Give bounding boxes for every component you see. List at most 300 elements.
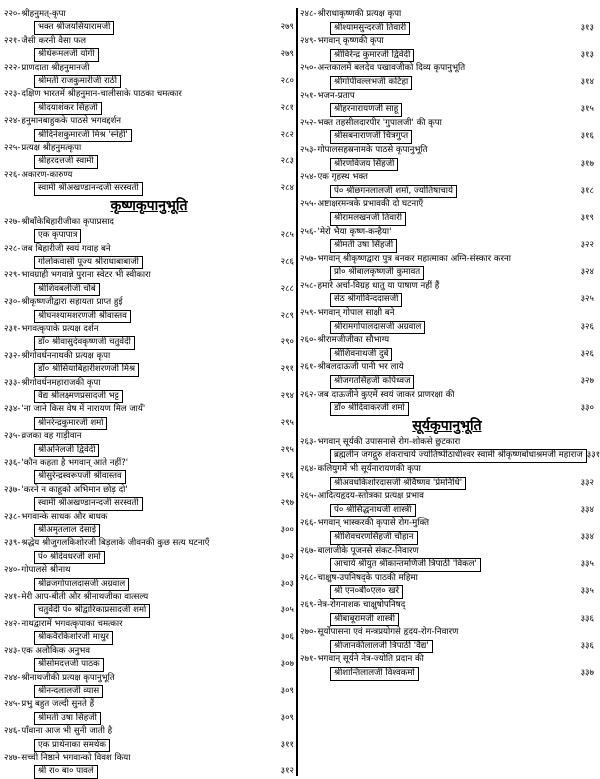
toc-entry <box>4 323 294 336</box>
entry-author-line <box>4 470 294 483</box>
entry-title: कलियुगमें भी सूर्यनारायणकी कृपा <box>317 464 421 474</box>
entry-title: सच्ची निष्ठाने भगवान्को विवश किया <box>21 752 131 763</box>
entry-page-number: ३०२ <box>280 551 294 562</box>
entry-page-number: ३०३ <box>280 578 294 589</box>
entry-number: २३०- <box>4 297 21 308</box>
entry-author: श्रीदयाशंकर सिंहजी <box>34 102 102 115</box>
entry-title: एक गृहस्थ भक्त <box>317 172 368 183</box>
toc-entry <box>4 269 294 282</box>
entry-author-line <box>4 336 294 349</box>
entry-author-line <box>4 685 294 698</box>
right-column <box>300 8 600 778</box>
entry-author: श्रीदिनेशकुमारजी मिश्र 'स्नेही' <box>34 129 132 142</box>
entry-page-number: ३२४ <box>580 267 594 278</box>
entry-number: २५७- <box>300 253 317 264</box>
toc-entry <box>4 672 294 685</box>
toc-entry <box>300 198 594 212</box>
entry-author: सेठ श्रीगोविन्ददासजी <box>330 293 402 307</box>
entry-author-line <box>4 765 294 778</box>
entry-author-line <box>4 578 294 591</box>
entry-number: २६६- <box>300 518 317 529</box>
entry-author-line <box>300 321 594 335</box>
entry-author: प्रो० श्रीबालकृष्णजी कुमावत <box>330 266 424 280</box>
entry-author: स्वामी श्रीअखण्डानन्दजी सरस्वती <box>34 497 143 510</box>
entry-page-number: ३१८ <box>580 185 594 196</box>
entry-number: २३४- <box>4 404 21 415</box>
entry-page-number: ३०६ <box>280 632 294 643</box>
entry-author: श्री रा० बा० पावले <box>34 765 98 778</box>
entry-author-line <box>4 310 294 323</box>
entry-title: भगवान् सूर्यने नेत्र-ज्योति प्रदान की <box>317 654 424 665</box>
entry-number: २३६- <box>4 458 21 468</box>
entry-author-line <box>300 558 594 572</box>
entry-number: २२२- <box>4 62 21 73</box>
entry-author: श्रीव्रजगोपालदासजी अग्रवाल <box>34 578 129 591</box>
entry-title: श्रीराधाकृष्णकी प्रत्यक्ष कृपा <box>317 9 402 19</box>
entry-title: जैसी करनी वैसा फल <box>21 35 87 46</box>
entry-number: २४९- <box>300 36 317 47</box>
toc-entry <box>300 436 594 450</box>
toc-entry <box>300 8 594 22</box>
toc-entry <box>4 35 294 48</box>
entry-author-line <box>4 444 294 457</box>
entry-page-number: २९७ <box>280 498 294 509</box>
entry-author: गोलोकवासी पूज्य श्रीराधाबाबाजी <box>34 256 143 269</box>
entry-author-line <box>300 667 594 681</box>
toc-entry <box>300 62 594 76</box>
entry-author: श्रीघनश्यामशरणजी श्रीवास्तव <box>34 310 131 323</box>
toc-entry <box>4 115 294 128</box>
entry-page-number: ३२६ <box>580 348 594 359</box>
entry-author-line <box>4 551 294 564</box>
entry-number: २५९- <box>300 308 317 319</box>
entry-page-number: २८४ <box>280 183 294 194</box>
entry-title: भगवान् कृष्णकी कृपा <box>317 36 384 47</box>
entry-title: हमारे अर्चा-विग्रह धातु या पाषाण नहीं हैं <box>317 280 440 291</box>
entry-title: नाथद्वारामें भगवत्कृपाका चमत्कार <box>21 618 123 629</box>
entry-number: २६१- <box>300 362 317 373</box>
entry-number: २४७- <box>4 752 21 763</box>
entry-page-number: ३०९ <box>280 685 294 696</box>
entry-number: २३७- <box>4 484 21 495</box>
toc-entry <box>300 490 594 504</box>
entry-title: श्रीहनुमत्-कृपा <box>21 9 66 19</box>
entry-title: सूर्योपासना एवं मन्त्रप्रयोगसे हृदय-रोग-निवारण <box>317 627 459 638</box>
entry-author: श्रीरामलखनजी तिवारी <box>330 212 406 226</box>
entry-author-line <box>4 739 294 752</box>
entry-page-number: २९६ <box>280 471 294 482</box>
entry-author: श्रीमती उषा सिंहजी <box>330 239 397 253</box>
entry-number: २३१- <box>4 323 21 334</box>
entry-author-line <box>4 604 294 617</box>
toc-entry <box>300 307 594 321</box>
entry-author-line <box>300 531 594 545</box>
left-column <box>4 8 294 778</box>
entry-author: श्रीरामगोपालदासजी अग्रवाल <box>330 321 425 335</box>
entry-title: गोपालसहस्रनामके पाठसे कृपानुभूति <box>317 144 428 155</box>
entry-author-line <box>300 477 594 491</box>
toc-entry <box>4 88 294 101</box>
entry-page-number: ३०७ <box>280 659 294 670</box>
entry-author: डॉ० श्रीदिवाकरजी शर्मा <box>330 402 409 416</box>
entry-author-line <box>300 212 594 226</box>
entry-number: २५५- <box>300 199 317 210</box>
entry-number: २२८- <box>4 243 21 254</box>
entry-number: २६०- <box>300 335 317 346</box>
entry-author: श्रीमती राजकुमारीजी राठी <box>34 75 121 88</box>
left-top-list <box>4 8 294 196</box>
left-bottom-list <box>4 216 294 779</box>
entry-author-line <box>4 658 294 671</box>
entry-title: अष्टाक्षरमन्त्रके प्रभावकी दो घटनाएँ <box>317 199 424 210</box>
entry-page-number: ३०५ <box>280 605 294 616</box>
entry-page-number: २८६ <box>280 256 294 267</box>
entry-author: श्रीबाबूरामजी शास्त्री <box>330 613 399 627</box>
entry-title: 'ना जाने किस वेष में नारायण मिल जायँ' <box>21 404 146 415</box>
entry-number: २४०- <box>4 565 21 576</box>
entry-page-number: ३३६ <box>580 613 594 624</box>
entry-number: २६९- <box>300 599 317 610</box>
entry-page-number: २८५ <box>280 230 294 241</box>
entry-author-line <box>300 185 594 199</box>
entry-page-number: ३३१ <box>586 450 600 461</box>
toc-entry <box>4 511 294 524</box>
entry-number: २२४- <box>4 116 21 127</box>
entry-page-number: ३१४ <box>580 76 594 87</box>
entry-author: श्रीश्यामसुन्दरजी तिवारी <box>330 22 410 36</box>
entry-author-line <box>300 22 594 36</box>
entry-author-line <box>300 76 594 90</box>
entry-author: पं० श्रीदेवधरजी शर्मा <box>34 551 105 564</box>
entry-author-line <box>300 402 594 416</box>
entry-author: श्रीसुरेन्द्रस्वरूपजी श्रीवास्तव <box>34 470 126 483</box>
entry-title: जब दाऊजीने कुएमें स्वयं जाकर प्राणरक्षा की <box>317 389 455 400</box>
toc-entry <box>300 144 594 158</box>
entry-author: श्रीसबनाराणजी चित्रगुप्त <box>330 130 412 144</box>
entry-page-number: २९० <box>280 337 294 348</box>
toc-entry <box>4 142 294 155</box>
entry-number: २२७- <box>4 216 21 227</box>
toc-entry <box>300 226 594 240</box>
entry-page-number: ३१९ <box>580 212 594 223</box>
entry-number: २४१- <box>4 592 21 603</box>
entry-author: श्रीरणविजय सिंहजी <box>330 158 398 172</box>
entry-title: श्रीबाँकेबिहारीजीका कृपाप्रसाद <box>21 216 114 227</box>
entry-author: आचार्य श्रीयुत श्रीकान्तमणिजी त्रिपाठी 'विकल' <box>330 558 481 572</box>
entry-title: भगवत्कृपाके प्रत्यक्ष दर्शन <box>21 323 99 334</box>
toc-entry <box>300 361 594 375</box>
entry-author: श्रीविरेन्द्र कुमारजी द्विवेदी <box>330 49 414 63</box>
entry-author: एक कृपापात्र <box>34 229 81 242</box>
entry-author-line <box>4 631 294 644</box>
entry-title: श्रीबलदाऊजी पानी भर लाये <box>317 362 404 373</box>
entry-number: २५१- <box>300 90 317 101</box>
entry-number: २५८- <box>300 280 317 291</box>
entry-author-line <box>300 640 594 654</box>
entry-page-number: २९१ <box>280 364 294 375</box>
entry-author-line <box>300 613 594 627</box>
entry-author-line <box>4 21 294 34</box>
entry-author: चतुर्वेदी पं० श्रीद्वारिकाप्रसादजी शर्मा <box>34 604 150 617</box>
entry-author: श्रीजानकीलालजी त्रिपाठी 'वैद्य' <box>330 640 433 654</box>
entry-number: २५६- <box>300 226 317 237</box>
entry-title: प्रभु बहुत जल्दी सुनते हैं <box>21 699 95 710</box>
entry-page-number: ३०९ <box>280 712 294 723</box>
entry-number: २५४- <box>300 172 317 183</box>
entry-author-line <box>4 256 294 269</box>
toc-entry <box>4 537 294 550</box>
entry-author-line <box>300 266 594 280</box>
entry-author-line <box>4 524 294 537</box>
entry-author: श्रीहरदत्तजी स्वामी <box>34 155 98 168</box>
entry-number: २३२- <box>4 350 21 361</box>
entry-author: श्रीनरेन्द्रकुमारजी शर्मा <box>34 417 107 430</box>
entry-title: 'कौन कहता है भगवान् आते नहीं?' <box>21 458 129 468</box>
entry-author: भक्त श्रीजयसियारामजी <box>34 21 114 34</box>
entry-number: २७१- <box>300 654 317 665</box>
toc-entry <box>4 403 294 416</box>
entry-title: बालाजीके पूजनसे संकट-निवारण <box>317 545 419 556</box>
toc-entry <box>4 169 294 182</box>
entry-page-number: ३३२ <box>580 477 594 488</box>
toc-entry <box>4 243 294 256</box>
entry-title: अकारण-कारुण्य <box>21 169 73 180</box>
entry-page-number: ३०० <box>280 525 294 536</box>
toc-entry <box>300 253 594 267</box>
section-heading-surya: सूर्यकृपानुभूति <box>412 417 482 434</box>
toc-entry <box>4 350 294 363</box>
toc-entry <box>300 545 594 559</box>
entry-title: आदित्यहृदय-स्तोत्रका प्रत्यक्ष प्रभाव <box>317 491 424 502</box>
entry-page-number: ३३७ <box>580 667 594 678</box>
entry-page-number: ३३४ <box>580 531 594 542</box>
entry-page-number: २८१ <box>280 102 294 113</box>
entry-number: २३५- <box>4 431 21 442</box>
entry-author-line <box>4 155 294 168</box>
toc-entry <box>300 572 594 586</box>
toc-entry <box>300 599 594 613</box>
entry-title: भावग्राही भगवान्ने पुराना स्वेटर भी स्वीकारा <box>21 270 151 281</box>
entry-title: 'करने न काहूको अभिमान छोड़ दो' <box>21 484 128 495</box>
column-divider <box>296 8 298 776</box>
toc-entry <box>300 280 594 294</box>
entry-number: २३३- <box>4 377 21 388</box>
entry-author-line <box>300 130 594 144</box>
entry-page-number: ३२७ <box>580 376 594 387</box>
entry-title: श्रीनाथजीकी प्रत्यक्ष कृपानुभूति <box>21 672 115 683</box>
entry-page-number: ३२६ <box>580 321 594 332</box>
entry-title: 'मेरो भैया कृष्ण-कन्हैया' <box>317 226 392 237</box>
entry-author-line <box>4 229 294 242</box>
entry-number: २४५- <box>4 699 21 710</box>
entry-page-number: २८२ <box>280 129 294 140</box>
toc-entry <box>300 463 594 477</box>
entry-title: पाँवाना आज भी सुनी जाती है <box>21 726 113 737</box>
toc-entry <box>4 618 294 631</box>
entry-number: २६५- <box>300 491 317 502</box>
entry-page-number: २८० <box>280 76 294 87</box>
toc-entry <box>4 725 294 738</box>
entry-author-line <box>300 449 600 463</box>
entry-author: श्रीअमृतलाल देसाई <box>34 524 100 537</box>
entry-author-line <box>4 283 294 296</box>
entry-author-line <box>4 497 294 510</box>
entry-title: श्रीकृष्णजीद्वारा सहायता प्राप्त हुई <box>21 297 123 308</box>
toc-entry <box>300 626 594 640</box>
entry-author-line <box>300 49 594 63</box>
entry-author: वैद्य श्रीलक्ष्मणप्रसादजी भट्ट <box>34 390 123 403</box>
entry-number: २२९- <box>4 270 21 281</box>
entry-author: स्वामी श्रीअखण्डानन्दजी सरस्वती <box>34 182 143 195</box>
entry-author: पं० श्रीछगनलालजी शर्मा, ज्योतिषाचार्य <box>330 185 457 199</box>
entry-title: दक्षिण भारतमें श्रीहनुमान-चालीसाके पाठका चमत्कार <box>21 89 182 100</box>
entry-page-number: ३३६ <box>580 640 594 651</box>
entry-author: श्रीधेरूमलजी योगी <box>34 48 99 61</box>
entry-page-number: २८८ <box>280 283 294 294</box>
toc-entry <box>4 430 294 443</box>
entry-title: श्रद्धेय श्रीजुगलकिशोरजी बिड़लाके जीवनकी कुछ सत्य घटनाएँ <box>21 538 210 549</box>
entry-title: मेरी आप-बीती और श्रीनाथजीका वात्सल्य <box>21 592 149 603</box>
entry-author: श्रीशान्तिलालजी विश्वकर्मा <box>330 667 419 681</box>
entry-page-number: ३३० <box>580 403 594 414</box>
entry-page-number: २९५ <box>280 417 294 428</box>
entry-author-line <box>300 103 594 117</box>
entry-title: जब बिहारीजी स्वयं गवाह बने <box>21 243 111 254</box>
toc-entry <box>300 90 594 104</box>
entry-title: भजन-प्रताप <box>317 90 355 101</box>
entry-number: २६४- <box>300 464 317 474</box>
toc-entry <box>300 35 594 49</box>
toc-entry <box>4 296 294 309</box>
entry-number: २६७- <box>300 545 317 556</box>
toc-entry <box>300 171 594 185</box>
toc-entry <box>300 334 594 348</box>
entry-number: २३८- <box>4 511 21 522</box>
entry-author: श्रीहरनारायणजी साहू <box>330 103 402 117</box>
entry-number: २७०- <box>300 627 317 638</box>
entry-title: व्रजका वह गाड़ीवान <box>21 431 82 442</box>
entry-title: श्रीगोवर्धननाथकी प्रत्यक्ष कृपा <box>21 350 111 361</box>
entry-author: श्रीशिवचरणसिंहजी चौहान <box>330 531 418 545</box>
entry-number: २४६- <box>4 726 21 737</box>
entry-page-number: ३२५ <box>580 294 594 305</box>
entry-page-number: ३१७ <box>580 158 594 169</box>
entry-page-number: २९४ <box>280 390 294 401</box>
entry-number: २५२- <box>300 117 317 128</box>
entry-number: २५३- <box>300 144 317 155</box>
toc-entry <box>4 564 294 577</box>
entry-title: श्रीगोवर्धनमहाराजकी कृपा <box>21 377 101 388</box>
entry-author: डॉ० श्रीसियाबिहारीशरणजी मिश्र <box>34 363 139 376</box>
entry-author-line <box>300 239 594 253</box>
toc-entry <box>4 752 294 765</box>
entry-author: श्रीमती उषा सिंहजी <box>34 712 101 725</box>
right-bottom-list <box>300 436 600 681</box>
toc-entry <box>4 645 294 658</box>
entry-author-line <box>300 348 594 362</box>
entry-author: ब्रह्मलीन जगद्गुरु शंकराचार्य ज्योतिष्पीठाधीश्वर स्वामी श्रीकृष्णबोधाश्रमजी महाराज <box>330 449 587 463</box>
entry-page-number: २९५ <box>280 444 294 455</box>
entry-title: नेत्र-रोगनाशक चाक्षुषोपनिषद् <box>317 599 406 610</box>
entry-page-number: ३११ <box>280 739 294 750</box>
entry-title: अन्तकालमें बलदेव पखावजीको दिव्य कृपानुभूति <box>317 63 466 74</box>
entry-number: २६२- <box>300 389 317 400</box>
entry-page-number: ३२२ <box>580 240 594 251</box>
entry-author-line <box>4 102 294 115</box>
entry-page-number: ३१३ <box>580 49 594 60</box>
entry-page-number: ३१६ <box>580 131 594 142</box>
entry-author: श्रीशिवबलीजी चौबे <box>34 283 100 296</box>
toc-entry <box>4 457 294 470</box>
entry-number: २४८- <box>300 9 317 19</box>
entry-number: २६८- <box>300 572 317 583</box>
entry-page-number: ३१५ <box>580 104 594 115</box>
toc-entry <box>4 484 294 497</box>
entry-number: २४४- <box>4 672 21 683</box>
entry-title: प्रत्यक्ष श्रीहनुमत्कृपा <box>21 143 82 154</box>
entry-number: २३९- <box>4 538 21 549</box>
toc-entry <box>4 377 294 390</box>
entry-number: २५०- <box>300 63 317 74</box>
entry-number: २६३- <box>300 436 317 447</box>
toc-entry <box>300 389 594 403</box>
entry-author-line <box>300 375 594 389</box>
entry-author: श्रीगोपीवल्लभजी कटिहा <box>330 76 412 90</box>
entry-author-line <box>4 390 294 403</box>
entry-title: हनुमानबाहुकके पाठसे भगवद्दर्शन <box>21 116 122 127</box>
entry-number: २४२- <box>4 618 21 629</box>
entry-author: डॉ० श्रीवासुदेवकृष्णजी चतुर्वेदी <box>34 336 135 349</box>
entry-author: श्रीशिवनाथजी दुबे <box>330 348 392 362</box>
entry-title: भगवान्के साधक और बाधक <box>21 511 108 522</box>
entry-number: २२६- <box>4 169 21 180</box>
entry-number: २४३- <box>4 645 21 656</box>
entry-author: श्री एन०बी०एल० खरे <box>330 585 403 599</box>
entry-page-number: ३१२ <box>280 766 294 777</box>
entry-title: भगवान् भास्करकी कृपासे रोग-मुक्ति <box>317 518 429 529</box>
entry-author-line <box>300 504 594 518</box>
entry-author: पं० श्रीसिद्धनाथजी शास्त्री <box>330 504 416 518</box>
entry-author-line <box>4 48 294 61</box>
toc-entry <box>300 517 594 531</box>
toc-entry <box>4 216 294 229</box>
entry-title: भगवान् श्रीकृष्णद्वारा पुत्र बनकर महात्माका अग्नि-संस्कार करना <box>317 253 511 264</box>
entry-author: एक प्रार्थनाका समर्थक <box>34 739 110 752</box>
entry-author: श्रीनन्दलालजी व्यास <box>34 685 103 698</box>
toc-entry <box>300 117 594 131</box>
entry-author: श्रीकवैरकिशोरजी माथुर <box>34 631 113 644</box>
entry-author-line <box>300 293 594 307</box>
entry-title: भक्त तहसीलदारपीर 'गुपालजी' की कृपा <box>317 117 442 128</box>
entry-author-line <box>4 75 294 88</box>
entry-author-line <box>4 712 294 725</box>
entry-author: श्रीअवधकिशोरदासजी श्रीवैष्णव 'प्रेमनिधि' <box>330 477 466 491</box>
entry-title: एक अलौकिक अनुभव <box>21 645 91 656</box>
right-top-list <box>300 8 594 416</box>
toc-entry <box>4 62 294 75</box>
entry-number: २२५- <box>4 143 21 154</box>
entry-page-number: ३१३ <box>580 22 594 33</box>
entry-title: श्रीरामजीजीका सौभाग्य <box>317 335 390 346</box>
entry-page-number: ३३५ <box>580 586 594 597</box>
entry-author-line <box>4 363 294 376</box>
entry-author-line <box>4 129 294 142</box>
entry-title: गोपालसे श्रीनाथ <box>21 565 71 576</box>
entry-page-number: २८३ <box>280 156 294 167</box>
entry-page-number: २७९ <box>280 22 294 33</box>
entry-number: २२३- <box>4 89 21 100</box>
entry-title: प्राणदाता श्रीहनुमानजी <box>21 62 90 73</box>
